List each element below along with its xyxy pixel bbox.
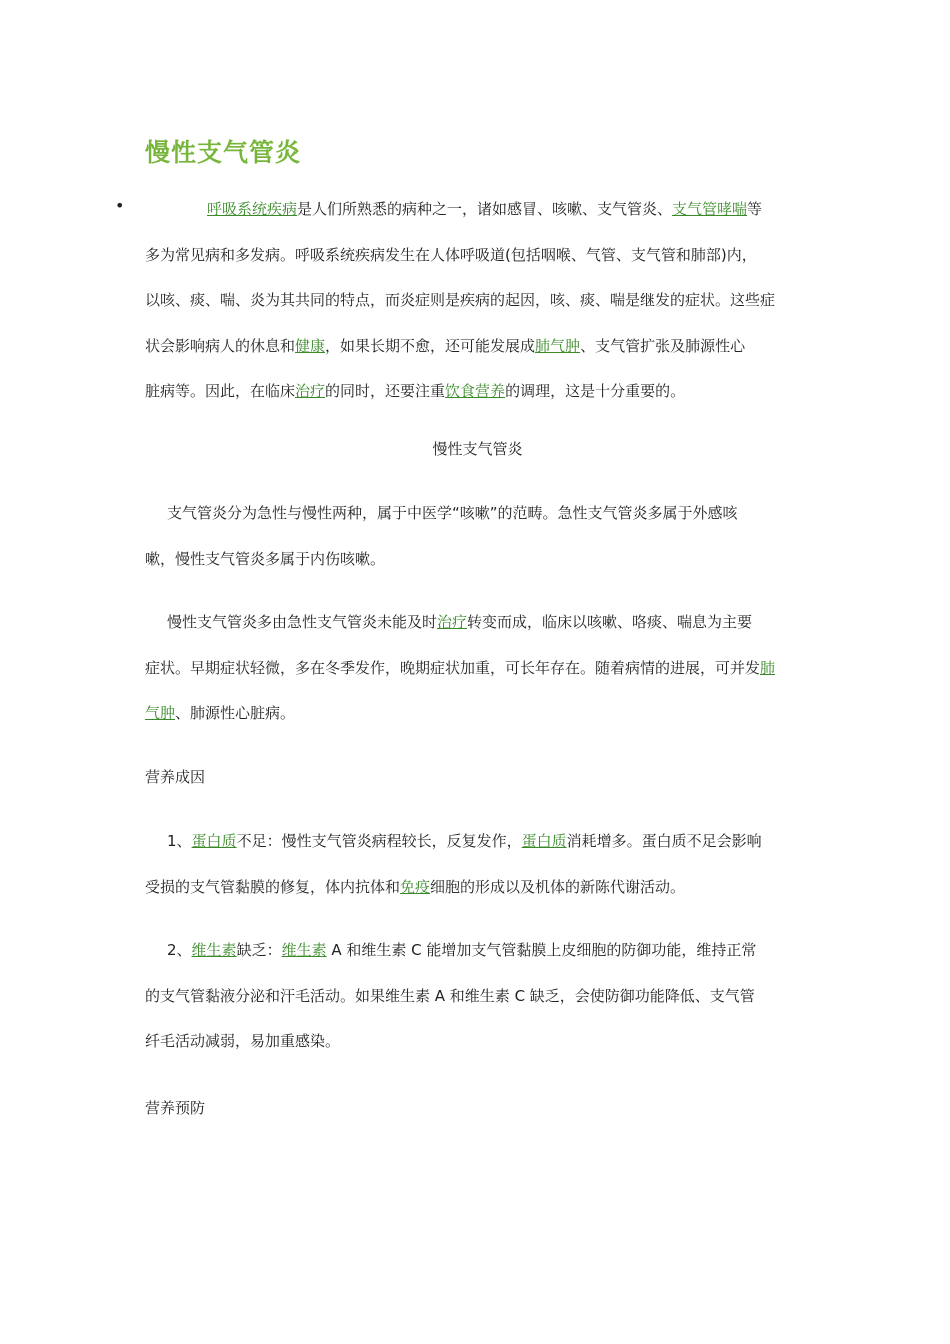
text: 是人们所熟悉的病种之一，诸如感冒、咳嗽、支气管炎、 (297, 200, 673, 218)
link-emphysema-part1[interactable]: 肺 (760, 658, 776, 677)
para2-line-1 (145, 609, 810, 655)
intro-line-4 (145, 333, 810, 379)
link-emphysema[interactable]: 肺气肿 (535, 336, 581, 355)
intro-paragraph (145, 196, 810, 424)
text: 2、 (167, 941, 192, 959)
intro-line-5 (145, 378, 810, 424)
text: 慢性支气管炎多由急性支气管炎未能及时 (167, 613, 438, 631)
para2-line-3 (145, 700, 810, 746)
text: 的同时，还要注重 (325, 382, 446, 400)
item2-line-1 (145, 937, 810, 983)
item1-line-1 (145, 828, 810, 874)
paragraph-2 (145, 609, 810, 746)
text: 症状。早期症状轻微，多在冬季发作，晚期症状加重，可长年存在。随着病情的进展，可并发 (145, 658, 761, 677)
link-health[interactable]: 健康 (295, 336, 326, 355)
link-immunity[interactable]: 免疫 (400, 877, 431, 896)
text: 转变而成，临床以咳嗽、咯痰、喘息为主要 (467, 613, 753, 631)
text: 缺乏： (236, 941, 282, 959)
list-item-1 (145, 828, 810, 919)
item2-line-2: 的支气管黏液分泌和汗毛活动。如果维生素 A 和维生素 C 缺乏，会使防御功能降低、支气管 (145, 986, 755, 1005)
item2-line-3: 纤毛活动减弱，易加重感染。 (145, 1032, 341, 1050)
link-protein[interactable]: 蛋白质 (191, 832, 237, 850)
para1-line-2: 嗽，慢性支气管炎多属于内伤咳嗽。 (145, 549, 386, 568)
text: 消耗增多。蛋白质不足会影响 (566, 832, 762, 850)
text: 受损的支气管黏膜的修复，体内抗体和 (145, 877, 401, 896)
text: A 和维生素 C 能增加支气管黏膜上皮细胞的防御功能，维持正常 (326, 941, 757, 959)
para2-line-2 (145, 655, 810, 701)
section-subtitle: 慢性支气管炎 (432, 440, 523, 458)
link-vitamin[interactable]: 维生素 (191, 941, 237, 959)
text: ，如果长期不愈，还可能发展成 (325, 336, 536, 355)
link-protein[interactable]: 蛋白质 (521, 832, 567, 850)
list-item-2 (145, 937, 810, 1074)
link-bronchial-asthma[interactable]: 支气管哮喘 (672, 200, 748, 218)
text: 细胞的形成以及机体的新陈代谢活动。 (430, 877, 686, 896)
link-treatment[interactable]: 治疗 (295, 382, 326, 400)
text: 脏病等。因此，在临床 (145, 382, 296, 400)
bullet-icon: • (115, 196, 125, 215)
link-treatment[interactable]: 治疗 (437, 613, 468, 631)
text: 不足：慢性支气管炎病程较长，反复发作， (236, 832, 522, 850)
page-title: 慢性支气管炎 (145, 138, 302, 167)
text: 等 (747, 200, 763, 218)
heading-nutrition-causes: 营养成因 (145, 768, 206, 786)
link-emphysema-part2[interactable]: 气肿 (145, 704, 176, 722)
link-vitamin[interactable]: 维生素 (281, 941, 327, 959)
text: 、支气管扩张及肺源性心 (580, 336, 746, 355)
intro-line-1 (145, 196, 810, 242)
text: 状会影响病人的休息和 (145, 336, 296, 355)
paragraph-1 (145, 500, 810, 591)
text: 的调理，这是十分重要的。 (505, 382, 686, 400)
link-diet-nutrition[interactable]: 饮食营养 (445, 382, 506, 400)
item1-line-2 (145, 874, 810, 920)
intro-line-3: 以咳、痰、喘、炎为其共同的特点，而炎症则是疾病的起因，咳、痰、喘是继发的症状。这些症 (145, 291, 776, 309)
heading-nutrition-prevention: 营养预防 (145, 1099, 206, 1117)
intro-line-2: 多为常见病和多发病。呼吸系统疾病发生在人体呼吸道(包括咽喉、气管、支气管和肺部)内， (145, 245, 757, 264)
text: 1、 (167, 832, 192, 850)
text: 、肺源性心脏病。 (175, 704, 296, 722)
para1-line-1: 支气管炎分为急性与慢性两种，属于中医学“咳嗽”的范畴。急性支气管炎多属于外感咳 (167, 504, 738, 522)
link-respiratory-disease[interactable]: 呼吸系统疾病 (207, 200, 298, 218)
